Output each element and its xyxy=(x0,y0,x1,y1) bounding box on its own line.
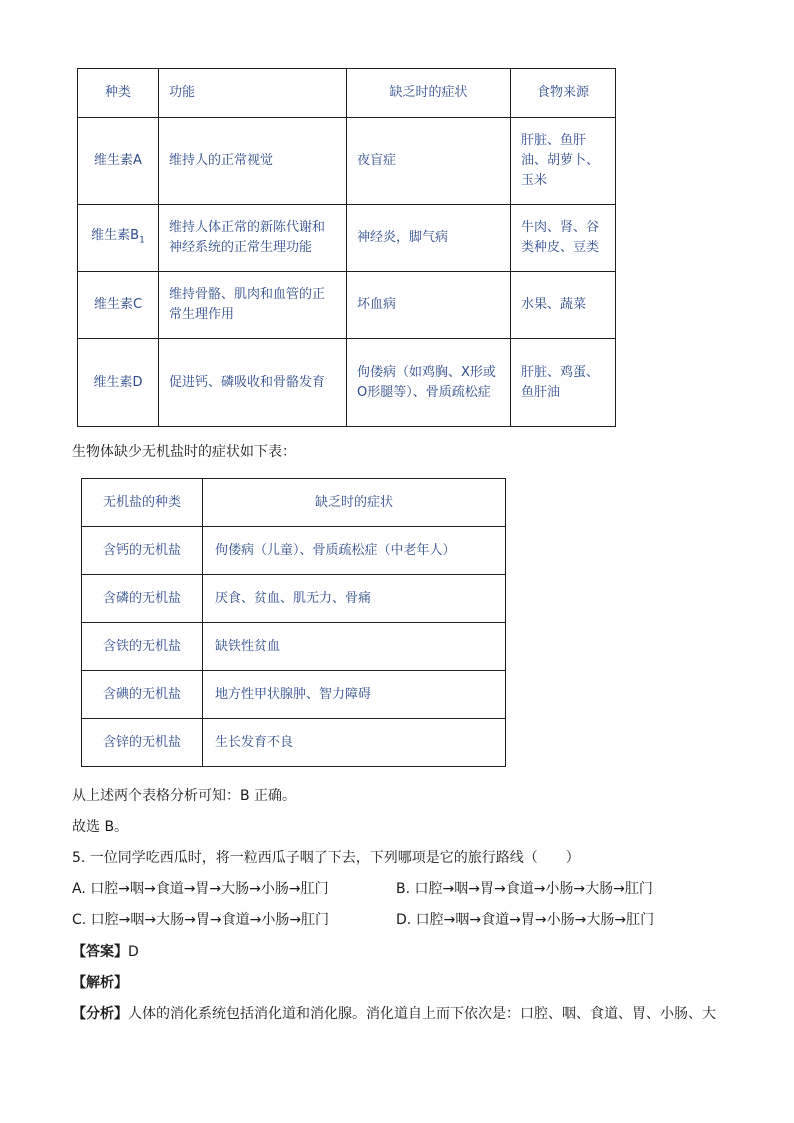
vitamin-symptom: 坏血病 xyxy=(347,272,511,339)
mineral-table xyxy=(81,478,506,767)
table-header-row xyxy=(82,479,506,527)
vitamin-function: 维持骨骼、肌肉和血管的正常生理作用 xyxy=(159,272,347,339)
vitamin-symptom: 神经炎，脚气病 xyxy=(347,205,511,272)
vitamin-name-text: 维生素B xyxy=(91,227,140,243)
vitamin-table xyxy=(77,68,616,427)
table-row xyxy=(78,205,616,272)
mineral-symptom: 厌食、贫血、肌无力、骨痛 xyxy=(203,575,506,623)
vitamin-symptom: 佝偻病（如鸡胸、X形或O形腿等）、骨质疏松症 xyxy=(347,339,511,427)
analysis-heading xyxy=(72,973,128,993)
mineral-name: 含钙的无机盐 xyxy=(82,527,203,575)
table-row xyxy=(82,671,506,719)
vitamin-name-subscript: 1 xyxy=(139,235,145,246)
analysis-text: 人体的消化系统包括消化道和消化腺。消化道自上而下依次是：口腔、咽、食道、胃、小肠、大 xyxy=(128,1006,716,1022)
mineral-name: 含铁的无机盐 xyxy=(82,623,203,671)
header-cell: 食物来源 xyxy=(511,69,616,118)
vitamin-function: 维持人体正常的新陈代谢和神经系统的正常生理功能 xyxy=(159,205,347,272)
analysis-sublabel: 【分析】 xyxy=(72,1006,128,1022)
vitamin-symptom: 夜盲症 xyxy=(347,118,511,205)
header-cell: 缺乏时的症状 xyxy=(347,69,511,118)
table-row xyxy=(82,527,506,575)
table-row xyxy=(78,118,616,205)
vitamin-name xyxy=(78,205,159,272)
option-a: A. 口腔→咽→食道→胃→大肠→小肠→肛门 xyxy=(72,881,329,897)
mineral-name: 含磷的无机盐 xyxy=(82,575,203,623)
vitamin-source: 肝脏、鸡蛋、鱼肝油 xyxy=(511,339,616,427)
table-row xyxy=(82,575,506,623)
table-row xyxy=(78,339,616,427)
vitamin-source: 牛肉、肾、谷类种皮、豆类 xyxy=(511,205,616,272)
mineral-symptom: 地方性甲状腺肿、智力障碍 xyxy=(203,671,506,719)
option-c: C. 口腔→咽→大肠→胃→食道→小肠→肛门 xyxy=(72,912,330,928)
answer-value: D xyxy=(128,944,139,960)
option-b: B. 口腔→咽→胃→食道→小肠→大肠→肛门 xyxy=(396,881,653,897)
option-d: D. 口腔→咽→食道→胃→小肠→大肠→肛门 xyxy=(396,912,655,928)
conclusion-text: 从上述两个表格分析可知：B 正确。 xyxy=(72,788,297,804)
vitamin-function: 促进钙、磷吸收和骨骼发育 xyxy=(159,339,347,427)
vitamin-name: 维生素C xyxy=(78,272,159,339)
mineral-intro: 生物体缺少无机盐时的症状如下表： xyxy=(72,444,296,460)
header-cell: 缺乏时的症状 xyxy=(203,479,506,527)
analysis-line xyxy=(72,1004,716,1024)
header-cell: 种类 xyxy=(78,69,159,118)
mineral-name: 含锌的无机盐 xyxy=(82,719,203,767)
table-row xyxy=(78,272,616,339)
table-row xyxy=(82,719,506,767)
header-cell: 功能 xyxy=(159,69,347,118)
vitamin-function: 维持人的正常视觉 xyxy=(159,118,347,205)
table-header-row xyxy=(78,69,616,118)
analysis-label: 【解析】 xyxy=(72,975,128,991)
table-row xyxy=(82,623,506,671)
mineral-symptom: 佝偻病（儿童）、骨质疏松症（中老年人） xyxy=(203,527,506,575)
vitamin-source: 肝脏、鱼肝油、胡萝卜、玉米 xyxy=(511,118,616,205)
vitamin-name: 维生素A xyxy=(78,118,159,205)
header-cell: 无机盐的种类 xyxy=(82,479,203,527)
mineral-name: 含碘的无机盐 xyxy=(82,671,203,719)
mineral-symptom: 生长发育不良 xyxy=(203,719,506,767)
vitamin-source: 水果、蔬菜 xyxy=(511,272,616,339)
answer-label: 【答案】 xyxy=(72,944,128,960)
choose-text: 故选 B。 xyxy=(72,819,129,835)
answer-line xyxy=(72,942,139,962)
question-text: 5. 一位同学吃西瓜时，将一粒西瓜子咽了下去，下列哪项是它的旅行路线（ ） xyxy=(72,850,580,866)
mineral-symptom: 缺铁性贫血 xyxy=(203,623,506,671)
vitamin-name: 维生素D xyxy=(78,339,159,427)
